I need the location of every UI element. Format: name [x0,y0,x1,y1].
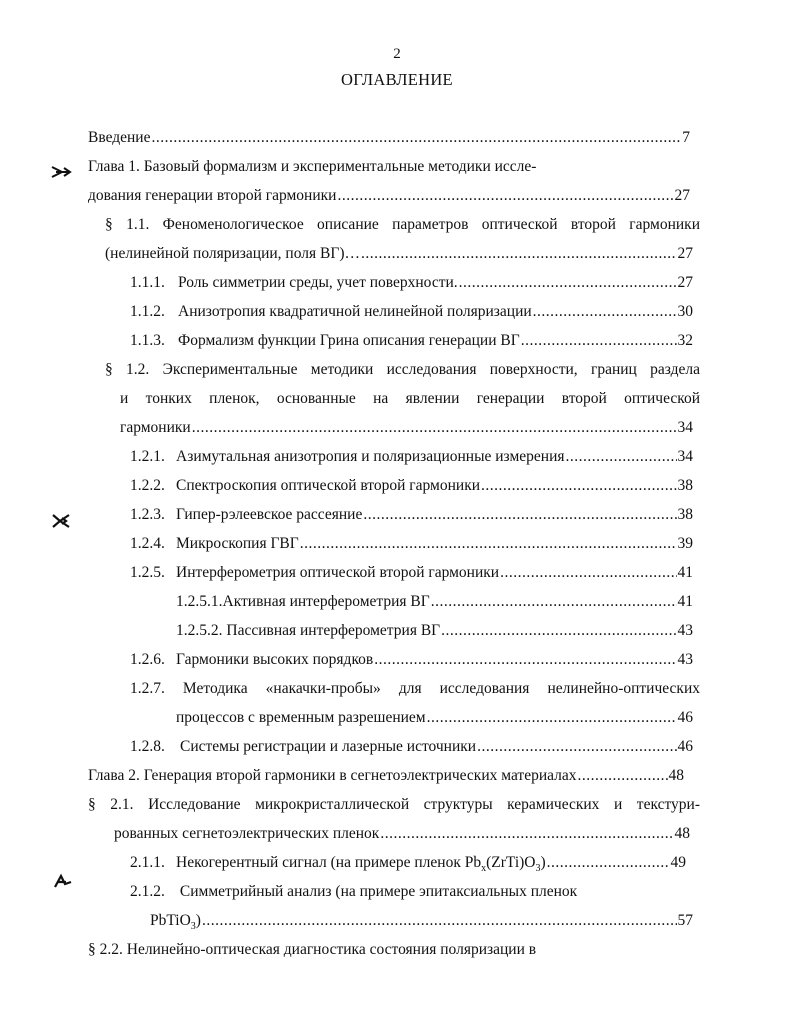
toc-label: Формализм функции Грина описания генерации ВГ [178,332,520,349]
toc-leader-dots [459,273,677,293]
toc-entry-1-2-5-1[interactable] [176,592,693,612]
toc-entry-chapter-1-cont[interactable] [88,186,690,206]
toc-label: (нелинейной поляризации, поля ВГ)… [105,245,360,262]
toc-label: Симметрийный анализ (на примере эпитаксиальных пленок [179,883,578,900]
toc-entry-1-2-8[interactable] [130,737,693,757]
toc-label: Анизотропия квадратичной нелинейной поляризации [178,303,532,320]
toc-label: Глава 1. Базовый формализм и экспериментальные методики иссле- [88,158,537,175]
toc-label: Гармоники высоких порядков [176,651,374,668]
toc-page: 7 [682,129,690,146]
toc-leader-dots [192,418,677,438]
toc-page: 43 [677,651,693,668]
toc-entry-chapter-2[interactable] [88,766,684,786]
toc-label: Гипер-рэлеевское рассеяние [176,506,363,523]
toc-entry-1-2-4[interactable] [130,534,693,554]
toc-leader-dots [566,447,677,467]
toc-leader-dots [441,621,676,641]
toc-leader-dots [374,650,676,670]
page-title: ОГЛАВЛЕНИЕ [341,70,453,89]
toc-entry-1-2-5[interactable] [130,563,693,583]
toc-label: Системы регистрации и лазерные источники [180,738,477,755]
toc-label: § 2.1. Исследование микрокристаллической структуры керамических и текстури- [88,796,700,813]
toc-label: процессов с временным разрешением [176,709,426,726]
toc-leader-dots [337,186,673,206]
toc-page: 32 [677,332,693,349]
toc-label: § 1.2. Экспериментальные методики исследования поверхности, границ раздела [105,361,700,378]
toc-leader-dots [151,128,681,148]
toc-leader-dots [380,824,673,844]
toc-leader-dots [578,766,668,786]
toc-entry-1-2-3[interactable] [130,505,693,525]
toc-entry-section-1-1-cont[interactable] [105,244,693,264]
toc-entry-section-2-2[interactable] [88,940,536,960]
toc-entry-1-2-5-2[interactable] [176,621,693,641]
toc-label: 1.2.5.1.Активная интерферометрия ВГ [176,593,430,610]
toc-entry-intro[interactable] [88,128,690,148]
toc-page: 49 [670,854,686,871]
toc-entry-section-1-2-cont-2[interactable] [120,418,693,438]
toc-page: 46 [677,738,693,755]
toc-leader-dots [533,302,677,322]
toc-entry-1-2-2[interactable] [130,476,693,496]
toc-page: 34 [677,448,693,465]
toc-entry-1-2-6[interactable] [130,650,693,670]
margin-arrow-icon [50,163,72,181]
toc-label: Роль симметрии среды, учет поверхности. [178,274,458,291]
toc-label: Азимутальная анизотропия и поляризационные измерения [176,448,565,465]
toc-number: 1.2.1. [130,448,165,465]
toc-page: 34 [677,419,693,436]
toc-leader-dots [427,708,677,728]
toc-entry-2-1-2-cont[interactable] [150,911,693,937]
toc-leader-dots [300,534,677,554]
toc-leader-dots [202,911,677,931]
toc-label: Спектроскопия оптической второй гармоники [176,477,481,494]
toc-label: рованных сегнетоэлектрических пленок [114,825,380,842]
toc-number: 1.1.1. [130,274,165,291]
toc-label: 1.2.5.2. Пассивная интерферометрия ВГ [176,622,441,639]
toc-number: 2.1.1. [130,854,165,871]
toc-entry-section-1-2-cont[interactable] [120,389,700,409]
toc-page: 48 [674,825,690,842]
toc-number: 1.2.2. [130,477,165,494]
toc-entry-1-1-3[interactable] [130,331,693,351]
toc-entry-1-2-1[interactable] [130,447,693,467]
toc-page: 48 [668,767,684,784]
toc-page: 27 [674,187,690,204]
toc-leader-dots [361,244,677,264]
toc-entry-section-2-1-cont[interactable] [114,824,690,844]
toc-leader-dots [500,563,676,583]
toc-label: Интерферометрия оптической второй гармоники [176,564,500,581]
toc-label: дования генерации второй гармоники [88,187,337,204]
toc-label: 1.2.7. Методика «накачки-пробы» для исследования нелинейно-оптических [130,680,700,697]
toc-entry-section-1-1[interactable] [105,215,700,235]
toc-leader-dots [431,592,677,612]
toc-label: гармоники [120,419,191,436]
toc-label: Микроскопия ГВГ [176,535,299,552]
toc-entry-section-2-1[interactable] [88,795,700,815]
toc-page: 39 [677,535,693,552]
toc-entry-section-1-2[interactable] [105,360,700,380]
toc-page: 41 [677,564,693,581]
toc-entry-1-1-1[interactable] [130,273,693,293]
toc-entry-1-2-7[interactable] [130,679,700,699]
toc-number: 1.1.3. [130,332,165,349]
toc-entry-2-1-1[interactable] [130,853,686,879]
toc-page: 30 [677,303,693,320]
toc-number: 1.2.4. [130,535,165,552]
toc-entry-2-1-2[interactable] [130,882,577,902]
toc-page: 27 [677,245,693,262]
toc-number: 2.1.2. [130,883,165,900]
toc-leader-dots [521,331,677,351]
toc-label: Некогерентный сигнал (на примере пленок $Pb_x(ZrTi)O_3$) [176,854,546,875]
toc-entry-1-2-7-cont[interactable] [176,708,693,728]
toc-page: 41 [677,593,693,610]
toc-page: 57 [677,912,693,929]
toc-label: § 2.2. Нелинейно-оптическая диагностика состояния поляризации в [88,941,537,958]
toc-label: § 1.1. Феноменологическое описание параметров оптической второй гармоники [105,216,700,233]
margin-mark-icon-2 [52,872,74,890]
toc-page: 38 [677,506,693,523]
toc-leader-dots [363,505,676,525]
toc-page: 46 [677,709,693,726]
toc-leader-dots [477,737,676,757]
toc-number: 1.1.2. [130,303,165,320]
toc-leader-dots [547,853,670,873]
toc-number: 1.2.3. [130,506,165,523]
toc-label: и тонких пленок, основанные на явлении генерации второй оптической [120,390,700,407]
toc-label: PbTiO$_3$) [150,912,201,933]
toc-number: 1.2.5. [130,564,165,581]
toc-number: 1.2.6. [130,651,165,668]
toc-label: Глава 2. Генерация второй гармоники в сегнетоэлектрических материалах [88,767,577,784]
toc-entry-1-1-2[interactable] [130,302,693,322]
toc-page: 27 [677,274,693,291]
margin-mark-icon [50,512,72,530]
toc-label: Введение [88,129,151,146]
toc-leader-dots [481,476,676,496]
page-number: 2 [393,46,401,62]
toc-page: 38 [677,477,693,494]
toc-page: 43 [677,622,693,639]
toc-entry-chapter-1[interactable] [88,157,536,177]
toc-number: 1.2.8. [130,738,165,755]
